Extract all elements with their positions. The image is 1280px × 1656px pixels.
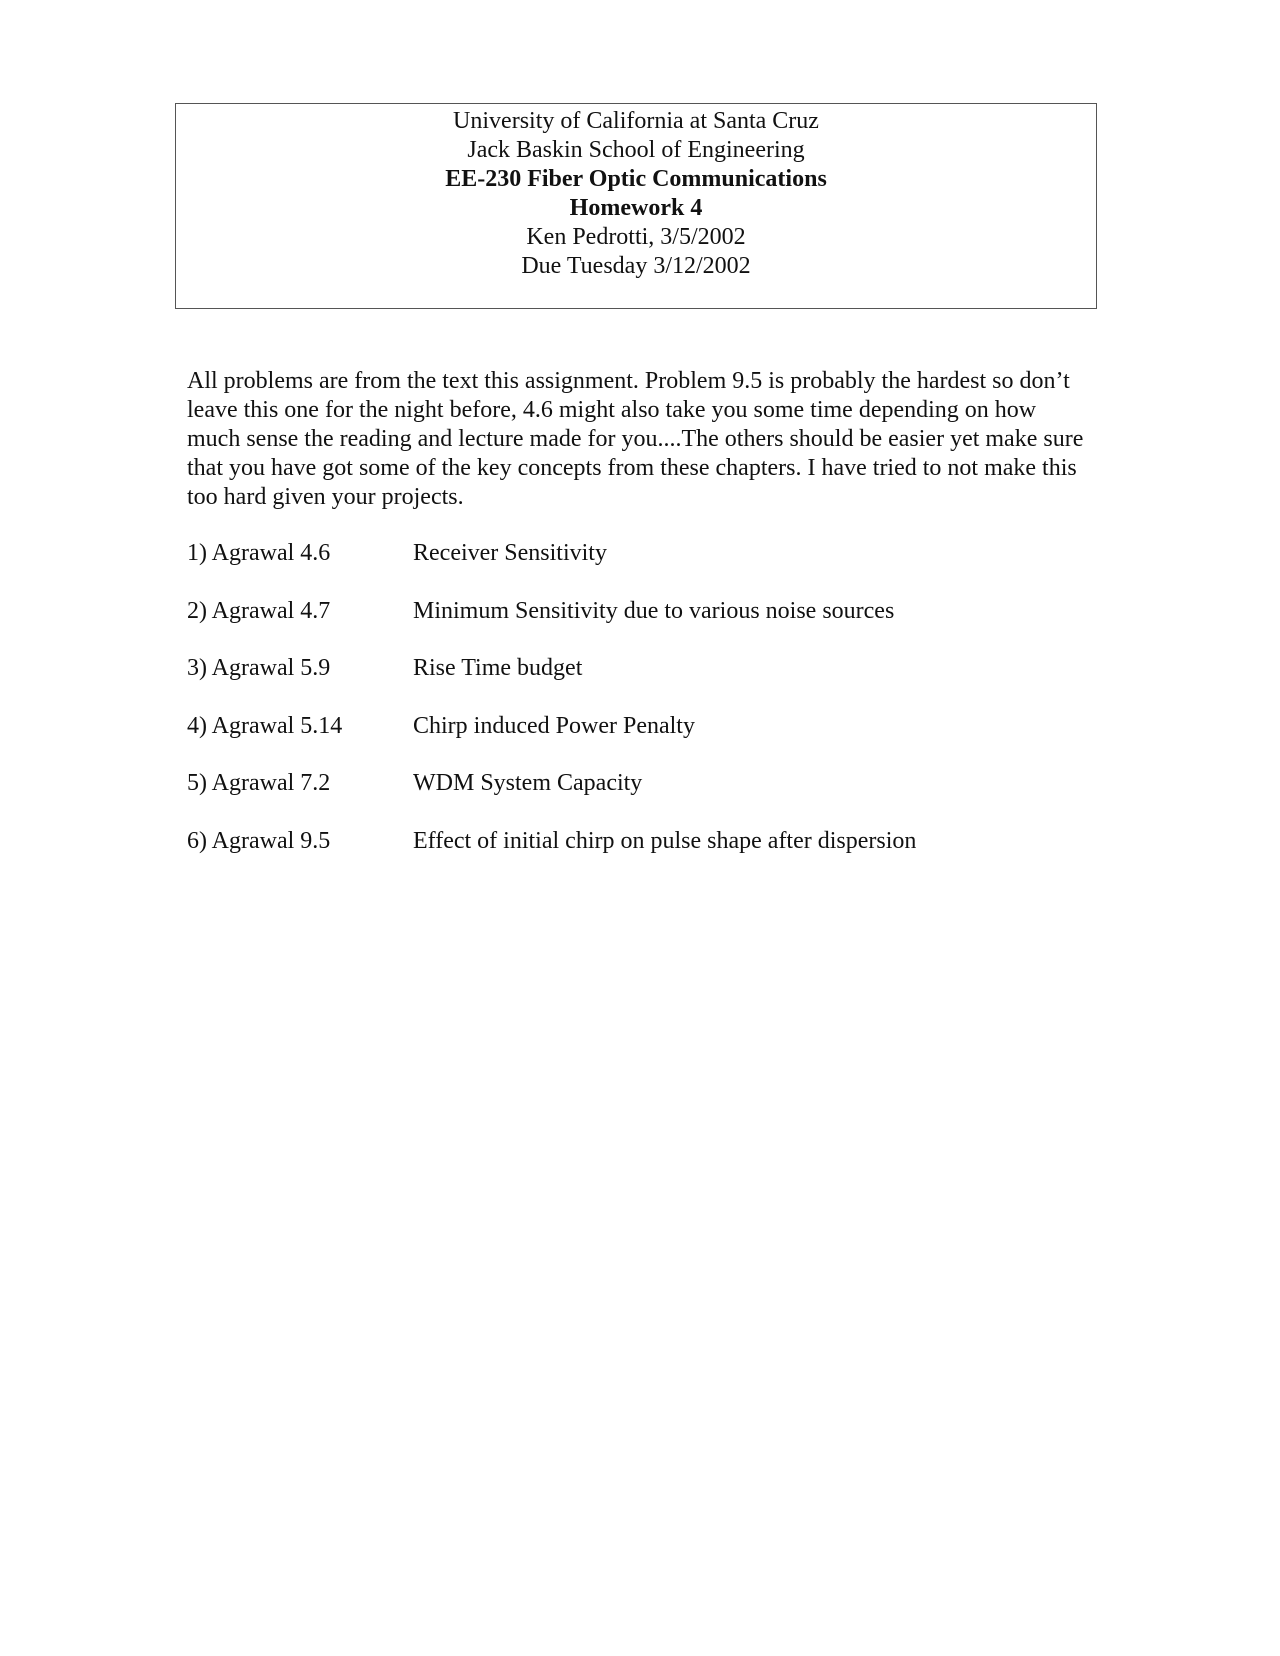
problem-item <box>187 827 916 885</box>
problem-item <box>187 712 916 770</box>
problem-ref: 5) Agrawal 7.2 <box>187 770 331 796</box>
problem-ref: 1) Agrawal 4.6 <box>187 540 331 566</box>
problem-topic: WDM System Capacity <box>413 770 643 796</box>
problem-list <box>187 539 916 884</box>
problem-ref: 4) Agrawal 5.14 <box>187 712 343 739</box>
due-date: Due Tuesday 3/12/2002 <box>521 253 751 279</box>
problem-item <box>187 539 916 597</box>
intro-paragraph: All problems are from the text this assignment. Problem 9.5 is probably the hardest so don’t leave this one for the night before, 4.6 might also take you some time depending on how much sense the reading and lecture made for you....The others should be easier yet make sure that you have got some of the key concepts from these chapters. I have tried to not make this too hard given your projects. <box>187 368 1084 510</box>
problem-item <box>187 597 916 655</box>
course-title: EE-230 Fiber Optic Communications <box>445 166 827 192</box>
problem-topic: Effect of initial chirp on pulse shape after dispersion <box>413 827 917 854</box>
problem-ref: 6) Agrawal 9.5 <box>187 827 331 854</box>
problem-topic: Chirp induced Power Penalty <box>413 712 695 739</box>
assignment-title: Homework 4 <box>569 195 703 221</box>
problem-topic: Receiver Sensitivity <box>413 540 607 566</box>
problem-topic: Rise Time budget <box>413 655 583 681</box>
problem-item <box>187 654 916 712</box>
problem-ref: 3) Agrawal 5.9 <box>187 655 331 681</box>
university-name: University of California at Santa Cruz <box>453 108 819 134</box>
problem-ref: 2) Agrawal 4.7 <box>187 597 331 624</box>
author-date: Ken Pedrotti, 3/5/2002 <box>526 224 746 250</box>
problem-item <box>187 769 916 827</box>
header-box <box>175 103 1097 309</box>
problem-topic: Minimum Sensitivity due to various noise sources <box>413 597 895 624</box>
school-name: Jack Baskin School of Engineering <box>467 137 805 163</box>
